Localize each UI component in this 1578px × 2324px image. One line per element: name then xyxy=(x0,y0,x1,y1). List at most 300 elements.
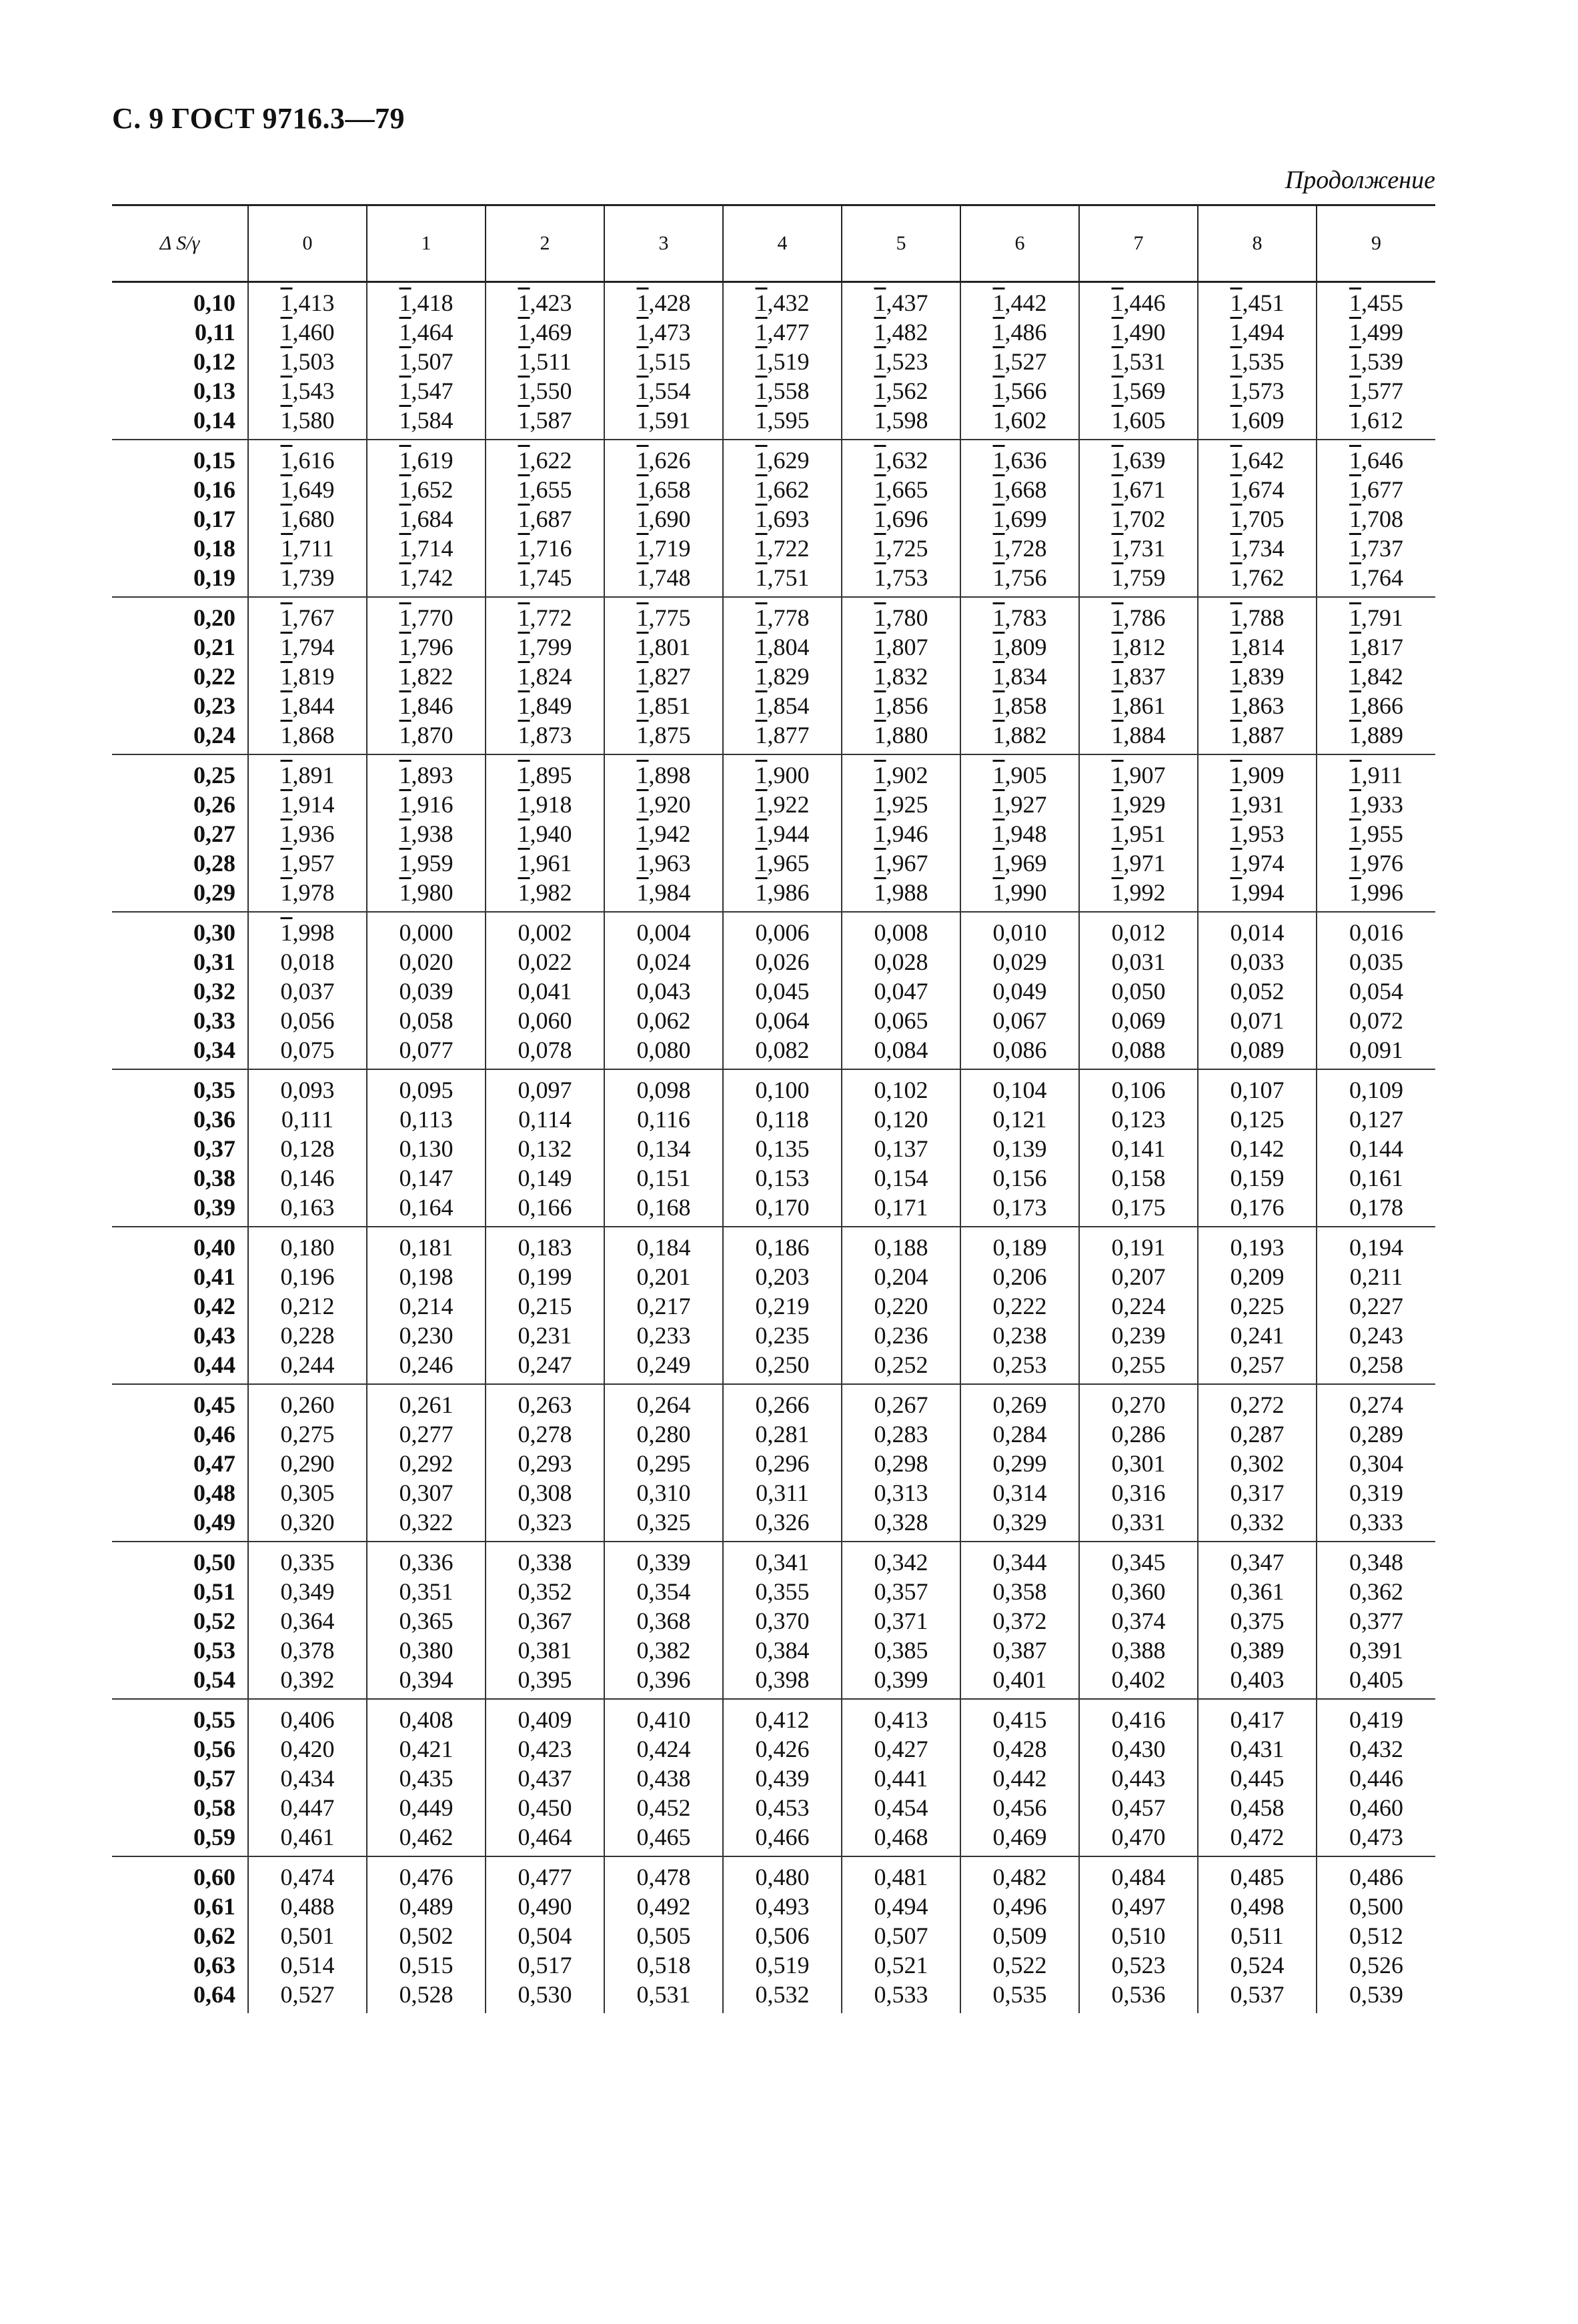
cell-value: 0,539 xyxy=(1349,1981,1403,2008)
cell-value: 1,783 xyxy=(992,604,1047,631)
table-cell xyxy=(723,1542,842,1699)
cell-value: 0,142 xyxy=(1230,1135,1285,1162)
column-header-digit: 4 xyxy=(723,205,842,282)
cell-value: 0,333 xyxy=(1349,1509,1403,1536)
cell-value: 1,918 xyxy=(518,791,572,818)
table-cell xyxy=(842,597,960,754)
cell-value: 1,942 xyxy=(636,820,691,847)
cell-value: 0,000 xyxy=(399,919,454,946)
cell-value: 0,269 xyxy=(992,1391,1047,1418)
row-argument: 0,11 xyxy=(194,319,235,346)
cell-value: 0,517 xyxy=(518,1952,572,1978)
cell-value: 1,891 xyxy=(280,762,335,788)
cell-value: 0,184 xyxy=(636,1234,691,1261)
cell-value: 1,834 xyxy=(992,663,1047,690)
row-argument: 0,35 xyxy=(193,1077,235,1103)
row-argument: 0,49 xyxy=(193,1509,235,1536)
cell-value: 0,424 xyxy=(636,1736,691,1762)
cell-value: 0,377 xyxy=(1349,1608,1403,1634)
cell-value: 0,241 xyxy=(1230,1322,1285,1349)
cell-value: 1,759 xyxy=(1111,564,1166,591)
table-cell xyxy=(1317,912,1435,1069)
cell-value: 1,842 xyxy=(1349,663,1403,690)
cell-value: 0,430 xyxy=(1111,1736,1166,1762)
cell-value: 0,144 xyxy=(1349,1135,1403,1162)
cell-value: 0,533 xyxy=(874,1981,928,2008)
table-cell xyxy=(367,1542,486,1699)
cell-value: 0,252 xyxy=(874,1351,928,1378)
table-cell xyxy=(248,754,367,912)
cell-value: 1,832 xyxy=(874,663,928,690)
row-argument: 0,26 xyxy=(193,791,235,818)
cell-value: 0,445 xyxy=(1230,1765,1285,1792)
row-argument: 0,57 xyxy=(193,1765,235,1792)
cell-value: 1,940 xyxy=(518,820,572,847)
cell-value: 0,314 xyxy=(992,1480,1047,1506)
cell-value: 0,402 xyxy=(1111,1666,1166,1693)
cell-value: 0,080 xyxy=(636,1037,691,1063)
table-cell xyxy=(1317,1384,1435,1542)
cell-value: 1,770 xyxy=(399,604,454,631)
cell-value: 0,149 xyxy=(518,1165,572,1191)
row-argument: 0,31 xyxy=(193,949,235,975)
table-cell xyxy=(1079,1384,1198,1542)
cell-value: 0,281 xyxy=(755,1421,810,1447)
cell-value: 0,039 xyxy=(399,978,454,1005)
cell-value: 0,139 xyxy=(992,1135,1047,1162)
table-cell xyxy=(367,1384,486,1542)
cell-value: 0,460 xyxy=(1349,1794,1403,1821)
column-header-digit: 3 xyxy=(604,205,723,282)
row-argument: 0,21 xyxy=(193,634,235,660)
cell-value: 0,120 xyxy=(874,1106,928,1133)
table-cell xyxy=(604,282,723,440)
cell-value: 0,528 xyxy=(399,1981,454,2008)
cell-value: 1,882 xyxy=(992,722,1047,748)
cell-value: 1,554 xyxy=(636,378,691,404)
column-header-digit: 8 xyxy=(1198,205,1317,282)
cell-value: 1,539 xyxy=(1349,348,1403,375)
row-argument: 0,28 xyxy=(193,850,235,877)
cell-value: 0,336 xyxy=(399,1549,454,1576)
table-cell xyxy=(1198,1227,1317,1384)
table-cell xyxy=(604,597,723,754)
table-cell xyxy=(1198,597,1317,754)
cell-value: 1,948 xyxy=(992,820,1047,847)
cell-value: 0,389 xyxy=(1230,1637,1285,1664)
cell-value: 0,388 xyxy=(1111,1637,1166,1664)
cell-value: 0,014 xyxy=(1230,919,1285,946)
cell-value: 0,075 xyxy=(280,1037,335,1063)
cell-value: 0,371 xyxy=(874,1608,928,1634)
cell-value: 0,270 xyxy=(1111,1391,1166,1418)
table-cell xyxy=(486,282,604,440)
table-cell xyxy=(248,1542,367,1699)
cell-value: 0,086 xyxy=(992,1037,1047,1063)
cell-value: 0,186 xyxy=(755,1234,810,1261)
cell-value: 0,100 xyxy=(755,1077,810,1103)
cell-value: 0,469 xyxy=(992,1824,1047,1850)
cell-value: 0,028 xyxy=(874,949,928,975)
cell-value: 0,364 xyxy=(280,1608,335,1634)
cell-value: 1,725 xyxy=(874,535,928,562)
cell-value: 1,562 xyxy=(874,378,928,404)
cell-value: 0,024 xyxy=(636,949,691,975)
cell-value: 1,829 xyxy=(755,663,810,690)
cell-value: 0,260 xyxy=(280,1391,335,1418)
cell-value: 0,201 xyxy=(636,1263,691,1290)
column-header-digit: 6 xyxy=(960,205,1079,282)
cell-value: 0,111 xyxy=(281,1106,334,1133)
cell-value: 0,420 xyxy=(280,1736,335,1762)
cell-value: 0,345 xyxy=(1111,1549,1166,1576)
cell-value: 0,432 xyxy=(1349,1736,1403,1762)
cell-value: 1,780 xyxy=(874,604,928,631)
cell-value: 0,189 xyxy=(992,1234,1047,1261)
cell-value: 0,358 xyxy=(992,1578,1047,1605)
cell-value: 0,416 xyxy=(1111,1706,1166,1733)
cell-value: 0,255 xyxy=(1111,1351,1166,1378)
cell-value: 1,639 xyxy=(1111,447,1166,474)
cell-value: 1,577 xyxy=(1349,378,1403,404)
cell-value: 0,328 xyxy=(874,1509,928,1536)
table-cell xyxy=(1198,440,1317,597)
column-header-digit: 9 xyxy=(1317,205,1435,282)
table-cell xyxy=(248,1856,367,2013)
cell-value: 1,778 xyxy=(755,604,810,631)
table-cell xyxy=(842,1384,960,1542)
cell-value: 0,272 xyxy=(1230,1391,1285,1418)
cell-value: 0,352 xyxy=(518,1578,572,1605)
cell-value: 1,423 xyxy=(518,289,572,316)
cell-value: 1,605 xyxy=(1111,407,1166,434)
table-cell xyxy=(367,440,486,597)
cell-value: 0,301 xyxy=(1111,1450,1166,1477)
cell-value: 0,006 xyxy=(755,919,810,946)
cell-value: 0,171 xyxy=(874,1194,928,1221)
cell-value: 0,409 xyxy=(518,1706,572,1733)
cell-value: 0,093 xyxy=(280,1077,335,1103)
table-cell xyxy=(723,754,842,912)
cell-value: 0,478 xyxy=(636,1864,691,1890)
cell-value: 0,442 xyxy=(992,1765,1047,1792)
cell-value: 0,222 xyxy=(992,1293,1047,1319)
cell-value: 0,134 xyxy=(636,1135,691,1162)
cell-value: 0,031 xyxy=(1111,949,1166,975)
cell-value: 1,693 xyxy=(755,506,810,532)
table-cell xyxy=(842,754,960,912)
cell-value: 1,909 xyxy=(1230,762,1285,788)
row-argument: 0,30 xyxy=(193,919,235,946)
cell-value: 1,967 xyxy=(874,850,928,877)
table-cell xyxy=(723,282,842,440)
cell-value: 0,302 xyxy=(1230,1450,1285,1477)
cell-value: 0,091 xyxy=(1349,1037,1403,1063)
row-argument: 0,36 xyxy=(193,1106,235,1133)
cell-value: 0,311 xyxy=(756,1480,809,1506)
row-argument: 0,20 xyxy=(193,604,235,631)
cell-value: 0,456 xyxy=(992,1794,1047,1821)
cell-value: 1,984 xyxy=(636,879,691,906)
cell-value: 1,473 xyxy=(636,319,691,346)
row-argument: 0,58 xyxy=(193,1794,235,1821)
cell-value: 0,029 xyxy=(992,949,1047,975)
cell-value: 0,385 xyxy=(874,1637,928,1664)
cell-value: 1,914 xyxy=(280,791,335,818)
cell-value: 0,283 xyxy=(874,1421,928,1447)
table-cell xyxy=(367,597,486,754)
cell-value: 1,591 xyxy=(636,407,691,434)
cell-value: 1,905 xyxy=(992,762,1047,788)
cell-value: 0,181 xyxy=(399,1234,454,1261)
cell-value: 0,510 xyxy=(1111,1922,1166,1949)
cell-value: 0,421 xyxy=(399,1736,454,1762)
cell-value: 1,642 xyxy=(1230,447,1285,474)
row-argument-cell xyxy=(112,1699,248,1856)
cell-value: 0,339 xyxy=(636,1549,691,1576)
cell-value: 0,304 xyxy=(1349,1450,1403,1477)
cell-value: 0,504 xyxy=(518,1922,572,1949)
cell-value: 0,064 xyxy=(755,1007,810,1034)
cell-value: 1,951 xyxy=(1111,820,1166,847)
table-cell xyxy=(1317,1069,1435,1227)
cell-value: 0,322 xyxy=(399,1509,454,1536)
cell-value: 0,097 xyxy=(518,1077,572,1103)
cell-value: 1,875 xyxy=(636,722,691,748)
cell-value: 1,531 xyxy=(1111,348,1166,375)
cell-value: 1,626 xyxy=(636,447,691,474)
table-cell xyxy=(1317,1856,1435,2013)
row-argument: 0,24 xyxy=(193,722,235,748)
cell-value: 1,988 xyxy=(874,879,928,906)
cell-value: 0,238 xyxy=(992,1322,1047,1349)
cell-value: 0,215 xyxy=(518,1293,572,1319)
cell-value: 1,974 xyxy=(1230,850,1285,877)
cell-value: 1,861 xyxy=(1111,692,1166,719)
row-argument: 0,22 xyxy=(193,663,235,690)
cell-value: 0,228 xyxy=(280,1322,335,1349)
cell-value: 0,361 xyxy=(1230,1578,1285,1605)
table-cell xyxy=(367,1699,486,1856)
cell-value: 1,796 xyxy=(399,634,454,660)
cell-value: 0,462 xyxy=(399,1824,454,1850)
table-cell xyxy=(1198,1856,1317,2013)
cell-value: 0,317 xyxy=(1230,1480,1285,1506)
cell-value: 0,163 xyxy=(280,1194,335,1221)
table-cell xyxy=(486,912,604,1069)
table-cell xyxy=(604,1542,723,1699)
table-cell xyxy=(1317,282,1435,440)
cell-value: 0,141 xyxy=(1111,1135,1166,1162)
cell-value: 1,976 xyxy=(1349,850,1403,877)
cell-value: 0,193 xyxy=(1230,1234,1285,1261)
cell-value: 0,045 xyxy=(755,978,810,1005)
cell-value: 1,751 xyxy=(755,564,810,591)
cell-value: 0,109 xyxy=(1349,1077,1403,1103)
row-argument: 0,32 xyxy=(193,978,235,1005)
cell-value: 0,454 xyxy=(874,1794,928,1821)
cell-value: 1,684 xyxy=(399,506,454,532)
row-argument: 0,55 xyxy=(193,1706,235,1733)
table-cell xyxy=(604,912,723,1069)
cell-value: 0,239 xyxy=(1111,1322,1166,1349)
cell-value: 0,168 xyxy=(636,1194,691,1221)
cell-value: 1,527 xyxy=(992,348,1047,375)
cell-value: 0,002 xyxy=(518,919,572,946)
cell-value: 0,367 xyxy=(518,1608,572,1634)
cell-value: 1,822 xyxy=(399,663,454,690)
table-cell xyxy=(248,1384,367,1542)
cell-value: 0,020 xyxy=(399,949,454,975)
cell-value: 1,794 xyxy=(280,634,335,660)
cell-value: 0,277 xyxy=(399,1421,454,1447)
cell-value: 0,506 xyxy=(755,1922,810,1949)
cell-value: 0,267 xyxy=(874,1391,928,1418)
cell-value: 0,515 xyxy=(399,1952,454,1978)
table-cell xyxy=(842,440,960,597)
cell-value: 1,849 xyxy=(518,692,572,719)
table-cell xyxy=(960,1069,1079,1227)
cell-value: 1,535 xyxy=(1230,348,1285,375)
table-cell xyxy=(1317,1699,1435,1856)
cell-value: 1,668 xyxy=(992,476,1047,503)
cell-value: 0,474 xyxy=(280,1864,335,1890)
cell-value: 0,008 xyxy=(874,919,928,946)
cell-value: 0,335 xyxy=(280,1549,335,1576)
column-header-argument: Δ S/γ xyxy=(112,205,248,282)
cell-value: 1,455 xyxy=(1349,289,1403,316)
cell-value: 1,595 xyxy=(755,407,810,434)
cell-value: 0,435 xyxy=(399,1765,454,1792)
cell-value: 1,959 xyxy=(399,850,454,877)
cell-value: 0,033 xyxy=(1230,949,1285,975)
cell-value: 1,884 xyxy=(1111,722,1166,748)
cell-value: 0,151 xyxy=(636,1165,691,1191)
table-cell xyxy=(604,1699,723,1856)
cell-value: 1,756 xyxy=(992,564,1047,591)
row-argument: 0,59 xyxy=(193,1824,235,1850)
row-argument: 0,61 xyxy=(193,1893,235,1920)
cell-value: 0,342 xyxy=(874,1549,928,1576)
cell-value: 0,519 xyxy=(755,1952,810,1978)
cell-value: 0,159 xyxy=(1230,1165,1285,1191)
cell-value: 0,249 xyxy=(636,1351,691,1378)
cell-value: 0,426 xyxy=(755,1736,810,1762)
cell-value: 0,486 xyxy=(1349,1864,1403,1890)
cell-value: 0,521 xyxy=(874,1952,928,1978)
table-cell xyxy=(842,282,960,440)
cell-value: 1,971 xyxy=(1111,850,1166,877)
table-cell xyxy=(486,754,604,912)
row-argument: 0,15 xyxy=(193,447,235,474)
cell-value: 1,511 xyxy=(518,348,572,375)
cell-value: 1,900 xyxy=(755,762,810,788)
row-argument: 0,47 xyxy=(193,1450,235,1477)
table-cell xyxy=(842,1856,960,2013)
cell-value: 0,484 xyxy=(1111,1864,1166,1890)
cell-value: 0,104 xyxy=(992,1077,1047,1103)
cell-value: 1,873 xyxy=(518,722,572,748)
cell-value: 1,858 xyxy=(992,692,1047,719)
cell-value: 0,319 xyxy=(1349,1480,1403,1506)
cell-value: 0,505 xyxy=(636,1922,691,1949)
cell-value: 1,569 xyxy=(1111,378,1166,404)
cell-value: 0,153 xyxy=(755,1165,810,1191)
cell-value: 0,264 xyxy=(636,1391,691,1418)
cell-value: 0,406 xyxy=(280,1706,335,1733)
cell-value: 1,413 xyxy=(280,289,335,316)
row-argument: 0,14 xyxy=(193,407,235,434)
cell-value: 0,354 xyxy=(636,1578,691,1605)
cell-value: 0,158 xyxy=(1111,1165,1166,1191)
cell-value: 0,199 xyxy=(518,1263,572,1290)
cell-value: 0,391 xyxy=(1349,1637,1403,1664)
cell-value: 0,173 xyxy=(992,1194,1047,1221)
cell-value: 0,431 xyxy=(1230,1736,1285,1762)
cell-value: 0,438 xyxy=(636,1765,691,1792)
table-cell xyxy=(486,1699,604,1856)
cell-value: 0,338 xyxy=(518,1549,572,1576)
table-cell xyxy=(367,282,486,440)
cell-value: 0,147 xyxy=(399,1165,454,1191)
cell-value: 1,851 xyxy=(636,692,691,719)
row-argument: 0,48 xyxy=(193,1480,235,1506)
cell-value: 0,230 xyxy=(399,1322,454,1349)
cell-value: 1,863 xyxy=(1230,692,1285,719)
cell-value: 0,372 xyxy=(992,1608,1047,1634)
cell-value: 1,933 xyxy=(1349,791,1403,818)
cell-value: 1,734 xyxy=(1230,535,1285,562)
table-cell xyxy=(960,597,1079,754)
table-cell xyxy=(367,754,486,912)
table-row-group xyxy=(112,754,1435,912)
cell-value: 0,360 xyxy=(1111,1578,1166,1605)
cell-value: 0,263 xyxy=(518,1391,572,1418)
cell-value: 0,461 xyxy=(280,1824,335,1850)
cell-value: 0,219 xyxy=(755,1293,810,1319)
cell-value: 0,458 xyxy=(1230,1794,1285,1821)
cell-value: 1,772 xyxy=(518,604,572,631)
table-cell xyxy=(248,1227,367,1384)
cell-value: 0,470 xyxy=(1111,1824,1166,1850)
table-cell xyxy=(1079,1856,1198,2013)
table-cell xyxy=(1079,1069,1198,1227)
cell-value: 0,384 xyxy=(755,1637,810,1664)
cell-value: 0,399 xyxy=(874,1666,928,1693)
cell-value: 0,231 xyxy=(518,1322,572,1349)
cell-value: 0,088 xyxy=(1111,1037,1166,1063)
cell-value: 1,844 xyxy=(280,692,335,719)
table-cell xyxy=(604,1856,723,2013)
cell-value: 0,296 xyxy=(755,1450,810,1477)
cell-value: 1,677 xyxy=(1349,476,1403,503)
cell-value: 0,058 xyxy=(399,1007,454,1034)
cell-value: 1,762 xyxy=(1230,564,1285,591)
cell-value: 1,737 xyxy=(1349,535,1403,562)
cell-value: 0,161 xyxy=(1349,1165,1403,1191)
cell-value: 0,496 xyxy=(992,1893,1047,1920)
cell-value: 0,236 xyxy=(874,1322,928,1349)
cell-value: 0,535 xyxy=(992,1981,1047,2008)
cell-value: 0,464 xyxy=(518,1824,572,1850)
table-cell xyxy=(960,1384,1079,1542)
cell-value: 1,486 xyxy=(992,319,1047,346)
cell-value: 1,722 xyxy=(755,535,810,562)
cell-value: 0,370 xyxy=(755,1608,810,1634)
table-cell xyxy=(842,1699,960,1856)
cell-value: 1,961 xyxy=(518,850,572,877)
cell-value: 1,655 xyxy=(518,476,572,503)
